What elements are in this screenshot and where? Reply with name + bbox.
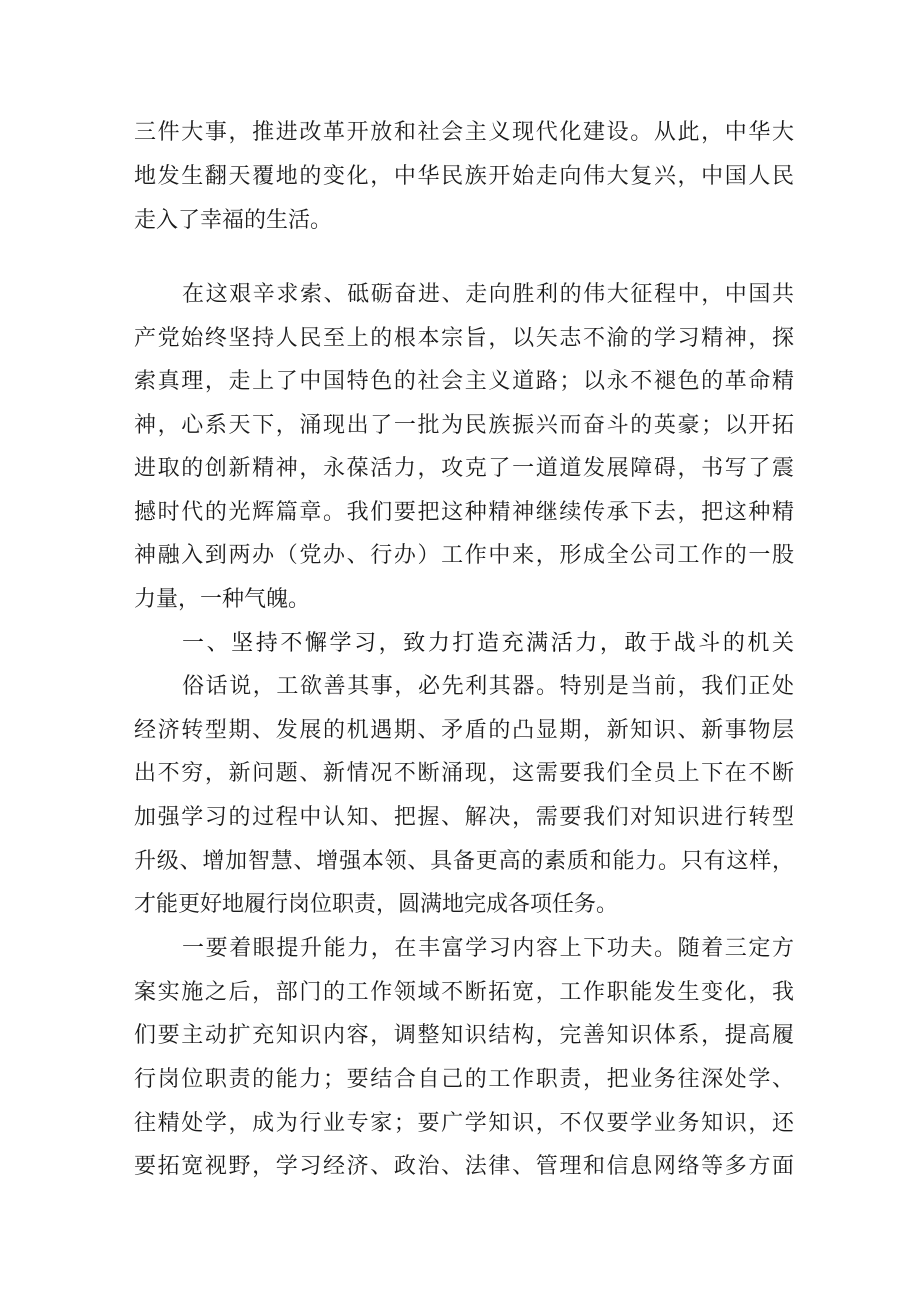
- paragraph-line: 升级、增加智慧、增强本领、具备更高的素质和能力。只有这样，: [134, 849, 794, 874]
- paragraph-line: 走入了幸福的生活。: [134, 208, 333, 233]
- paragraph-line: 一要着眼提升能力，在丰富学习内容上下功夫。随着三定方: [182, 936, 794, 961]
- paragraph-line: 进取的创新精神，永葆活力，攻克了一道道发展障碍，书写了震: [134, 456, 794, 481]
- paragraph-line: 撼时代的光辉篇章。我们要把这种精神继续传承下去，把这种精: [134, 500, 794, 525]
- paragraph-line: 要拓宽视野，学习经济、政治、法律、管理和信息网络等多方面: [134, 1154, 794, 1179]
- paragraph-line: 行岗位职责的能力；要结合自己的工作职责，把业务往深处学、: [134, 1067, 794, 1092]
- paragraph-line: 地发生翻天覆地的变化，中华民族开始走向伟大复兴，中国人民: [134, 164, 794, 189]
- paragraph-line: 往精处学，成为行业专家；要广学知识，不仅要学业务知识，还: [134, 1111, 794, 1136]
- paragraph-line: 们要主动扩充知识内容，调整知识结构，完善知识体系，提高履: [134, 1023, 794, 1048]
- paragraph-line: 产党始终坚持人民至上的根本宗旨，以矢志不渝的学习精神，探: [134, 326, 794, 351]
- paragraph-line: 神，心系天下，涌现出了一批为民族振兴而奋斗的英豪；以开拓: [134, 413, 794, 438]
- paragraph-line: 才能更好地履行岗位职责，圆满地完成各项任务。: [134, 892, 619, 917]
- paragraph-line: 案实施之后，部门的工作领域不断拓宽，工作职能发生变化，我: [134, 980, 794, 1005]
- paragraph-line: 在这艰辛求索、砥砺奋进、走向胜利的伟大征程中，中国共: [182, 282, 794, 307]
- paragraph-line: 三件大事，推进改革开放和社会主义现代化建设。从此，中华大: [134, 120, 794, 145]
- paragraph-line: 经济转型期、发展的机遇期、矛盾的凸显期，新知识、新事物层: [134, 718, 794, 743]
- paragraph-line: 力量，一种气魄。: [134, 587, 311, 612]
- paragraph-line: 神融入到两办（党办、行办）工作中来，形成全公司工作的一股: [134, 543, 794, 568]
- paragraph-line: 出不穷，新问题、新情况不断涌现，这需要我们全员上下在不断: [134, 761, 794, 786]
- section-heading: 一、坚持不懈学习，致力打造充满活力，敢于战斗的机关: [182, 631, 794, 656]
- paragraph-line: 俗话说，工欲善其事，必先利其器。特别是当前，我们正处: [182, 674, 794, 699]
- paragraph-line: 加强学习的过程中认知、把握、解决，需要我们对知识进行转型: [134, 805, 794, 830]
- paragraph-line: 索真理，走上了中国特色的社会主义道路；以永不褪色的革命精: [134, 369, 794, 394]
